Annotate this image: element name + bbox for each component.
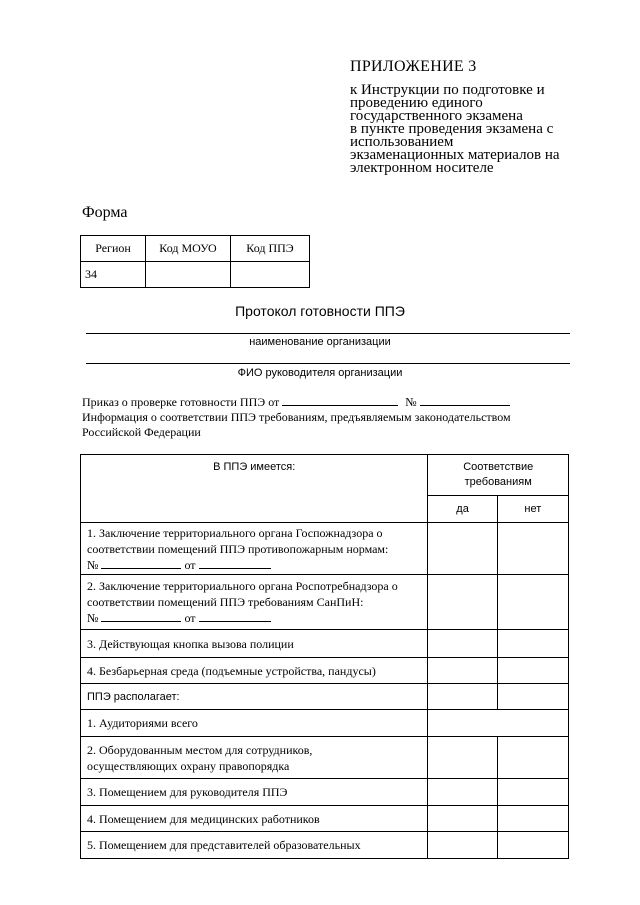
form-label: Форма bbox=[82, 204, 128, 221]
order-date-line[interactable] bbox=[282, 395, 398, 406]
row-text: 1. Заключение территориального органа Госпожнадзора о bbox=[87, 525, 383, 540]
codes-value-row bbox=[81, 262, 310, 288]
no-cell[interactable] bbox=[497, 779, 568, 806]
requirement-cell bbox=[81, 575, 428, 630]
readiness-table bbox=[80, 454, 569, 859]
no-cell[interactable] bbox=[497, 684, 568, 710]
row-text: осуществляющих охрану правопорядка bbox=[87, 758, 290, 773]
certificate-date-label: от bbox=[184, 611, 196, 625]
yes-cell[interactable] bbox=[428, 630, 497, 658]
instruction-line: к Инструкции по подготовке и bbox=[350, 82, 545, 98]
requirement-cell: 3. Помещением для руководителя ППЭ bbox=[81, 779, 428, 806]
yes-cell[interactable] bbox=[428, 779, 497, 806]
count-cell[interactable] bbox=[428, 710, 569, 737]
order-block bbox=[82, 395, 511, 440]
table-row bbox=[81, 684, 569, 710]
row-text: 2. Оборудованным местом для сотрудников, bbox=[87, 742, 313, 757]
no-cell[interactable] bbox=[497, 658, 568, 684]
yes-column-header: да bbox=[428, 496, 497, 523]
section-heading-cell: ППЭ располагает: bbox=[81, 684, 428, 710]
table-row bbox=[81, 630, 569, 658]
ppe-code-header: Код ППЭ bbox=[231, 236, 310, 262]
table-row bbox=[81, 710, 569, 737]
certificate-number-label: № bbox=[87, 611, 99, 625]
info-line-continued: Российской Федерации bbox=[82, 425, 201, 439]
certificate-number-line[interactable] bbox=[101, 558, 181, 569]
no-cell[interactable] bbox=[497, 523, 568, 575]
yes-cell[interactable] bbox=[428, 658, 497, 684]
region-value[interactable]: 34 bbox=[81, 262, 146, 288]
table-header-row bbox=[81, 455, 569, 496]
yes-cell[interactable] bbox=[428, 523, 497, 575]
instruction-line: в пункте проведения экзамена с bbox=[350, 121, 554, 137]
certificate-date-line[interactable] bbox=[199, 558, 271, 569]
no-column-header: нет bbox=[497, 496, 568, 523]
table-row bbox=[81, 658, 569, 684]
table-row bbox=[81, 779, 569, 806]
has-column-header: В ППЭ имеется: bbox=[81, 455, 428, 523]
table-row bbox=[81, 523, 569, 575]
order-line bbox=[82, 395, 511, 410]
requirement-cell bbox=[81, 523, 428, 575]
requirement-cell: 1. Аудиториями всего bbox=[81, 710, 428, 737]
certificate-number-line[interactable] bbox=[101, 611, 181, 622]
instruction-line: проведению единого bbox=[350, 95, 483, 111]
requirement-cell: 4. Безбарьерная среда (подъемные устройства, пандусы) bbox=[81, 658, 428, 684]
no-cell[interactable] bbox=[497, 806, 568, 832]
certificate-date-line[interactable] bbox=[199, 611, 271, 622]
appendix-title: ПРИЛОЖЕНИЕ 3 bbox=[350, 58, 477, 75]
row-text: 2. Заключение территориального органа Роспотребнадзора о bbox=[87, 579, 398, 593]
no-cell[interactable] bbox=[497, 575, 568, 630]
row-text: соответствии помещений ППЭ противопожарным нормам: bbox=[87, 541, 389, 556]
certificate-date-label: от bbox=[184, 557, 196, 572]
requirement-cell: 3. Действующая кнопка вызова полиции bbox=[81, 630, 428, 658]
requirement-cell: 4. Помещением для медицинских работников bbox=[81, 806, 428, 832]
no-cell[interactable] bbox=[497, 832, 568, 859]
organization-name-caption: наименование организации bbox=[249, 336, 391, 348]
protocol-title: Протокол готовности ППЭ bbox=[235, 303, 405, 319]
instruction-line: использованием bbox=[350, 134, 454, 150]
head-name-line[interactable] bbox=[86, 363, 570, 364]
yes-cell[interactable] bbox=[428, 684, 497, 710]
mouo-code-header: Код МОУО bbox=[146, 236, 231, 262]
info-line: Информация о соответствии ППЭ требованиям, предъявляемым законодательством bbox=[82, 410, 511, 424]
instruction-line: государственного экзамена bbox=[350, 108, 523, 124]
table-row bbox=[81, 832, 569, 859]
table-row bbox=[81, 737, 569, 779]
no-cell[interactable] bbox=[497, 630, 568, 658]
organization-name-line[interactable] bbox=[86, 333, 570, 334]
codes-header-row bbox=[81, 236, 310, 262]
yes-cell[interactable] bbox=[428, 737, 497, 779]
table-row bbox=[81, 575, 569, 630]
requirement-cell bbox=[81, 737, 428, 779]
certificate-details bbox=[87, 610, 421, 626]
requirement-cell: 5. Помещением для представителей образовательных bbox=[81, 832, 428, 859]
instruction-reference bbox=[350, 84, 600, 175]
order-number-label: № bbox=[405, 395, 417, 409]
mouo-code-value[interactable] bbox=[146, 262, 231, 288]
compliance-column-header: Соответствие требованиям bbox=[428, 455, 569, 496]
order-number-line[interactable] bbox=[420, 395, 510, 406]
no-cell[interactable] bbox=[497, 737, 568, 779]
table-row bbox=[81, 806, 569, 832]
row-text: соответствии помещений ППЭ требованиям СанПиН: bbox=[87, 595, 364, 609]
head-name-caption: ФИО руководителя организации bbox=[237, 367, 403, 379]
region-header: Регион bbox=[81, 236, 146, 262]
codes-table bbox=[80, 235, 310, 288]
yes-cell[interactable] bbox=[428, 575, 497, 630]
certificate-number-label: № bbox=[87, 557, 99, 572]
yes-cell[interactable] bbox=[428, 806, 497, 832]
ppe-code-value[interactable] bbox=[231, 262, 310, 288]
instruction-line: экзаменационных материалов на bbox=[350, 147, 560, 163]
instruction-line: электронном носителе bbox=[350, 160, 494, 176]
yes-cell[interactable] bbox=[428, 832, 497, 859]
certificate-details bbox=[87, 557, 421, 573]
order-prefix: Приказ о проверке готовности ППЭ от bbox=[82, 395, 280, 409]
